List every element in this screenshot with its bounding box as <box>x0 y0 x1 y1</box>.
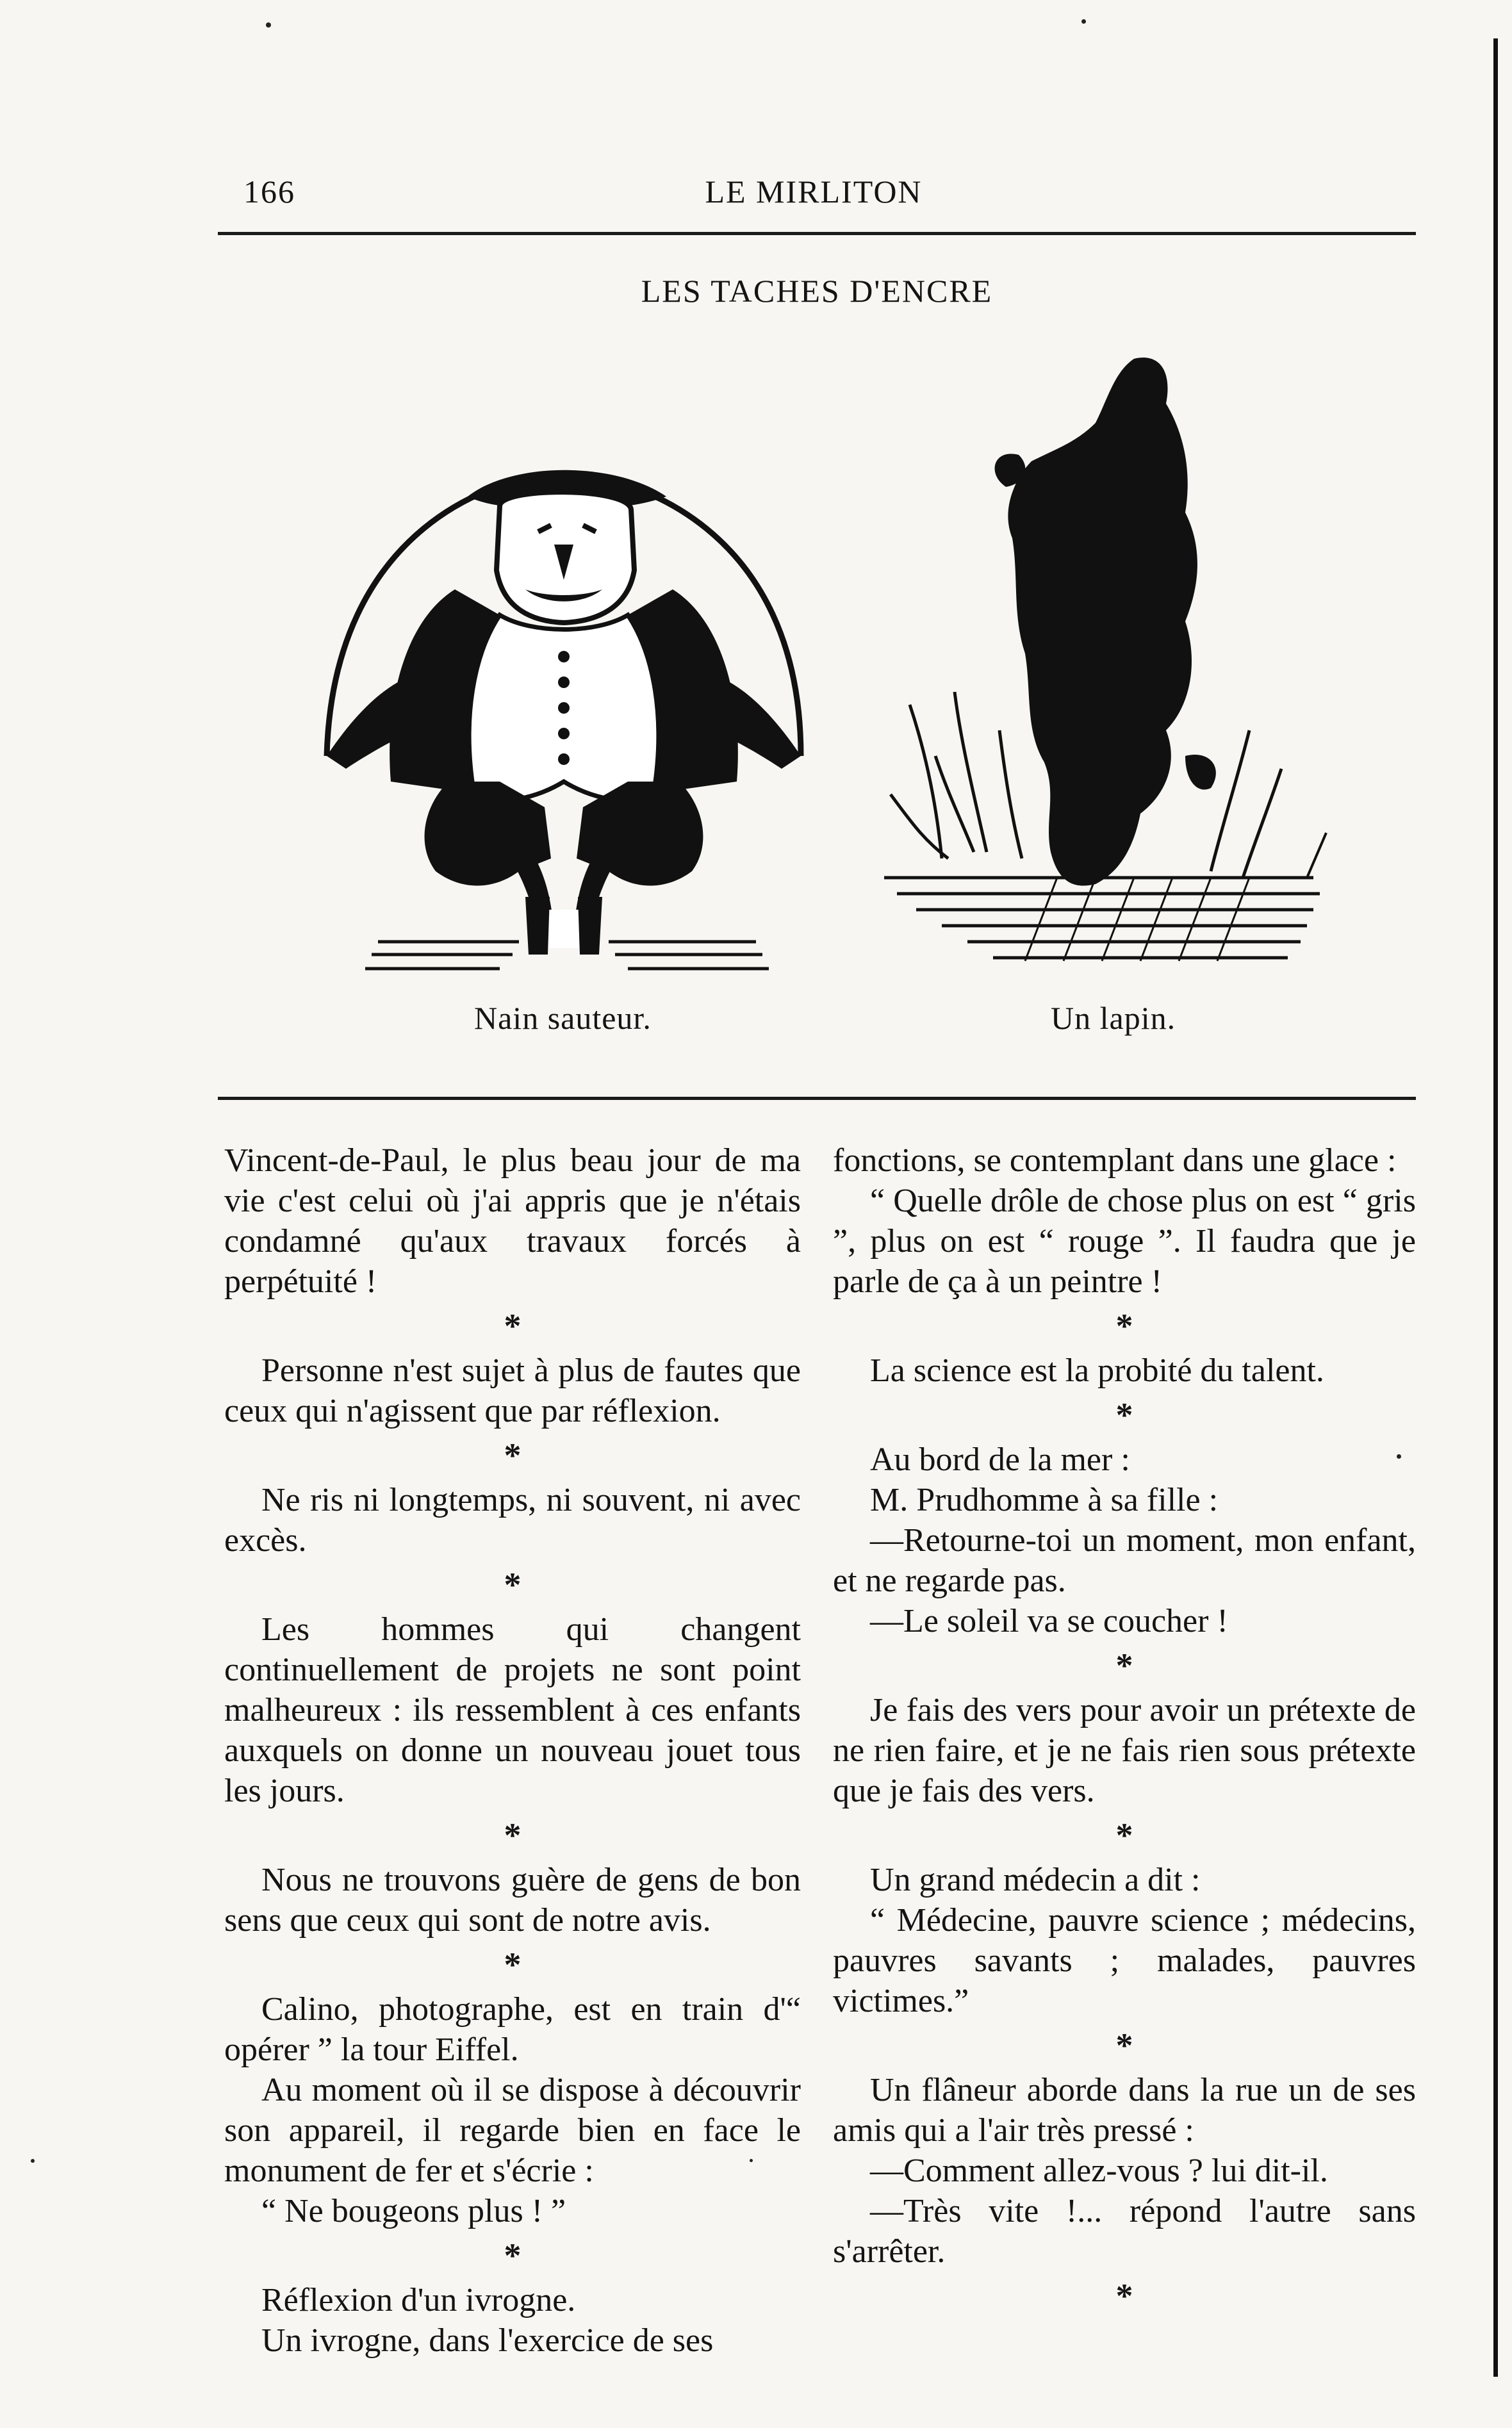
paragraph: Personne n'est sujet à plus de fautes que ceux qui n'agissent que par réflexion. <box>224 1352 801 1429</box>
ink-speck <box>1081 19 1086 24</box>
paragraph: Au moment où il se dispose à découvrir son appareil, il regarde bien en face le monument de fer et s'écrie : <box>224 2072 801 2189</box>
ink-speck <box>31 2159 35 2163</box>
asterisk-separator: * <box>504 1436 522 1475</box>
paragraph: Ne ris ni longtemps, ni souvent, ni avec excès. <box>224 1482 801 1559</box>
quote-line: “ Médecine, pauvre science ; médecins, pauvres savants ; malades, pauvres victimes.” <box>833 1902 1416 2019</box>
page-number: 166 <box>243 174 295 209</box>
dialogue-line: —Le soleil va se coucher ! <box>870 1603 1228 1639</box>
paragraph: “ Quelle drôle de chose plus on est “ gris ”, plus on est “ rouge ”. Il faudra que je parle de ça à un peintre ! <box>833 1183 1416 1300</box>
asterisk-separator: * <box>1115 1816 1133 1855</box>
asterisk-separator: * <box>504 1816 522 1855</box>
paragraph: La science est la probité du talent. <box>870 1352 1324 1389</box>
paragraph: fonctions, se contemplant dans une glace : <box>833 1142 1397 1179</box>
dialogue-line: —Comment allez-vous ? lui dit-il. <box>870 2153 1328 2189</box>
asterisk-separator: * <box>1115 2026 1133 2065</box>
asterisk-separator: * <box>1115 1307 1133 1345</box>
asterisk-separator: * <box>504 2236 522 2275</box>
asterisk-separator: * <box>504 1307 522 1345</box>
scan-edge-shadow <box>1493 38 1498 2377</box>
asterisk-separator: * <box>504 1566 522 1604</box>
running-title: LE MIRLITON <box>705 174 923 209</box>
text-column-left <box>224 1140 801 2361</box>
figure-caption-left: Nain sauteur. <box>474 1000 652 1036</box>
dialogue-line: —Retourne-toi un moment, mon enfant, et ne regarde pas. <box>833 1522 1416 1599</box>
text-column-right <box>833 1140 1416 2320</box>
jumping-dwarf-ink-blot-illustration <box>308 448 820 999</box>
paragraph: Réflexion d'un ivrogne. <box>261 2282 576 2318</box>
paragraph: Je fais des vers pour avoir un prétexte de ne rien faire, et je ne fais rien sous prétexte que je fais des vers. <box>833 1692 1416 1809</box>
asterisk-separator: * <box>1115 1396 1133 1434</box>
section-title: LES TACHES D'ENCRE <box>641 273 993 309</box>
paragraph: M. Prudhomme à sa fille : <box>870 1482 1219 1518</box>
paragraph: Au bord de la mer : <box>870 1441 1130 1478</box>
ink-speck <box>266 22 271 28</box>
dialogue-line: —Très vite !... répond l'autre sans s'arrêter. <box>833 2193 1416 2270</box>
figure-caption-right: Un lapin. <box>1051 1000 1176 1036</box>
asterisk-separator: * <box>1115 2277 1133 2315</box>
paragraph: Calino, photographe, est en train d'“ opérer ” la tour Eiffel. <box>224 1991 801 2068</box>
quote-line: “ Ne bougeons plus ! ” <box>261 2193 566 2229</box>
asterisk-separator: * <box>1115 1646 1133 1685</box>
rabbit-ink-blot-illustration <box>865 346 1339 993</box>
paragraph: Nous ne trouvons guère de gens de bon sens que ceux qui sont de notre avis. <box>224 1862 801 1939</box>
paragraph: Un ivrogne, dans l'exercice de ses <box>261 2322 714 2359</box>
running-header <box>218 173 1409 218</box>
paragraph: Les hommes qui changent continuellement de projets ne sont point malheureux : ils ressemblent à ces enfants auxquels on donne un nouveau jouet tous les jours. <box>224 1611 801 1809</box>
paragraph: Un flâneur aborde dans la rue un de ses amis qui a l'air très pressé : <box>833 2072 1416 2149</box>
paragraph: Un grand médecin a dit : <box>870 1862 1201 1898</box>
paragraph: Vincent-de-Paul, le plus beau jour de ma vie c'est celui où j'ai appris que je n'étais condamné qu'aux travaux forcés à perpétuité ! <box>224 1142 801 1300</box>
header-rule <box>218 232 1416 235</box>
asterisk-separator: * <box>504 1946 522 1984</box>
section-rule <box>218 1097 1416 1100</box>
